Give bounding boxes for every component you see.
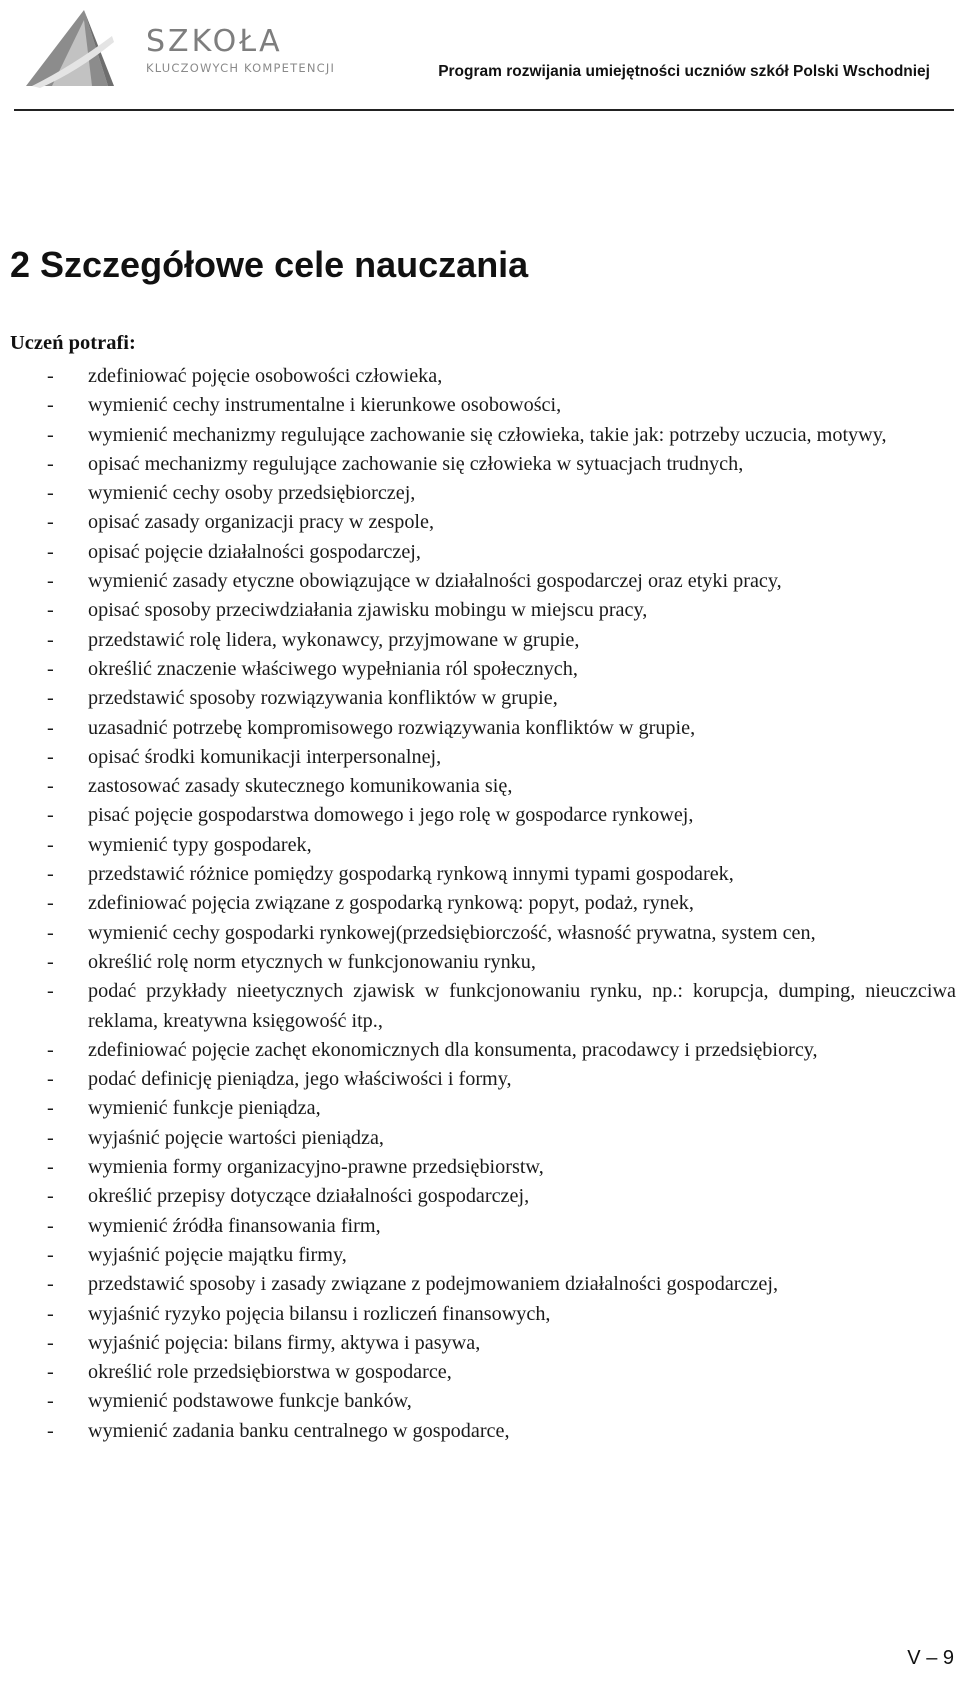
bullet-dash: - (47, 980, 54, 1003)
bullet-dash: - (47, 394, 54, 417)
list-item-text: wymienić cechy gospodarki rynkowej(przedsiębiorczość, własność prywatna, system cen, (88, 921, 816, 944)
bullet-dash: - (47, 892, 54, 915)
logo-title: SZKOŁA (146, 24, 283, 59)
list-item-text: określić przepisy dotyczące działalności gospodarczej, (88, 1185, 530, 1208)
logo-subtitle: KLUCZOWYCH KOMPETENCJI (146, 61, 336, 75)
list-item-text: uzasadnić potrzebę kompromisowego rozwiązywania konfliktów w grupie, (88, 716, 696, 739)
list-item-text: zdefiniować pojęcie zachęt ekonomicznych dla konsumenta, pracodawcy i przedsiębiorcy, (88, 1038, 818, 1061)
list-item-text: wyjaśnić pojęcie wartości pieniądza, (88, 1126, 384, 1149)
bullet-dash: - (47, 570, 54, 593)
list-item (10, 831, 956, 860)
list-item-text: wymienić podstawowe funkcje banków, (88, 1390, 412, 1413)
bullet-dash: - (47, 452, 54, 475)
bullet-dash: - (47, 1302, 54, 1325)
bullet-dash: - (47, 1097, 54, 1120)
bullet-dash: - (47, 921, 54, 944)
list-item-text: wymienić zadania banku centralnego w gospodarce, (88, 1419, 510, 1442)
bullet-dash: - (47, 950, 54, 973)
list-item (10, 772, 956, 801)
bullet-dash: - (47, 1243, 54, 1266)
list-item-text: wymienić funkcje pieniądza, (88, 1097, 321, 1120)
bullet-dash: - (47, 745, 54, 768)
bullet-dash: - (47, 804, 54, 827)
bullet-dash: - (47, 628, 54, 651)
bullet-dash: - (47, 657, 54, 680)
list-item (10, 1153, 956, 1182)
list-item (10, 567, 956, 596)
list-item-text: opisać sposoby przeciwdziałania zjawisku mobingu w miejscu pracy, (88, 599, 648, 622)
list-item (10, 450, 956, 479)
list-item-text: wymienia formy organizacyjno-prawne przedsiębiorstw, (88, 1156, 544, 1179)
list-item-text: opisać pojęcie działalności gospodarczej, (88, 540, 421, 563)
list-item-text: podać przykłady nieetycznych zjawisk w funkcjonowaniu rynku, np.: korupcja, dumping, nieuczciwa reklama, kreatywna księgowość itp., (88, 980, 956, 1032)
list-item (10, 1182, 956, 1211)
bullet-dash: - (47, 423, 54, 446)
bullet-dash: - (47, 1156, 54, 1179)
list-item (10, 391, 956, 420)
list-item (10, 1300, 956, 1329)
bullet-dash: - (47, 833, 54, 856)
list-item (10, 919, 956, 948)
list-item-text: wymienić źródła finansowania firm, (88, 1214, 381, 1237)
list-item (10, 1065, 956, 1094)
list-item (10, 1124, 956, 1153)
list-item (10, 479, 956, 508)
list-item (10, 889, 956, 918)
list-item (10, 1329, 956, 1358)
list-item-text: wymienić mechanizmy regulujące zachowanie się człowieka, takie jak: potrzeby uczucia, motywy, (88, 423, 887, 446)
bullet-dash: - (47, 365, 54, 387)
list-item (10, 655, 956, 684)
list-item (10, 1094, 956, 1123)
list-item-text: wyjaśnić ryzyko pojęcia bilansu i rozliczeń finansowych, (88, 1302, 551, 1325)
list-item-text: określić role przedsiębiorstwa w gospodarce, (88, 1361, 452, 1384)
list-item-text: określić rolę norm etycznych w funkcjonowaniu rynku, (88, 950, 536, 973)
list-item (10, 596, 956, 625)
bullet-dash: - (47, 599, 54, 622)
logo-mark-icon (22, 6, 142, 92)
list-item (10, 743, 956, 772)
list-item-text: wyjaśnić pojęcia: bilans firmy, aktywa i pasywa, (88, 1331, 481, 1354)
list-item-text: określić znaczenie właściwego wypełniania ról społecznych, (88, 657, 578, 680)
list-item (10, 714, 956, 743)
list-item (10, 948, 956, 977)
list-item-text: opisać środki komunikacji interpersonalnej, (88, 745, 442, 768)
list-item (10, 977, 956, 1036)
bullet-dash: - (47, 1068, 54, 1091)
bullet-dash: - (47, 540, 54, 563)
page-header (0, 0, 960, 112)
list-item-text: przedstawić sposoby rozwiązywania konfliktów w grupie, (88, 687, 558, 710)
list-item (10, 1241, 956, 1270)
list-item (10, 1270, 956, 1299)
bullet-dash: - (47, 1419, 54, 1442)
list-item-text: opisać mechanizmy regulujące zachowanie się człowieka w sytuacjach trudnych, (88, 452, 744, 475)
bullet-dash: - (47, 1390, 54, 1413)
bullet-dash: - (47, 482, 54, 505)
list-item-text: zastosować zasady skutecznego komunikowania się, (88, 775, 513, 798)
section-title: 2 Szczegółowe cele nauczania (10, 244, 529, 285)
list-item (10, 1358, 956, 1387)
list-item-text: wymienić cechy instrumentalne i kierunkowe osobowości, (88, 394, 562, 417)
bullet-dash: - (47, 1185, 54, 1208)
list-item (10, 1212, 956, 1241)
list-item (10, 860, 956, 889)
list-item (10, 362, 956, 391)
list-item (10, 1387, 956, 1416)
bullet-dash: - (47, 687, 54, 710)
list-item-text: zdefiniować pojęcia związane z gospodarką rynkową: popyt, podaż, rynek, (88, 892, 694, 915)
bullet-dash: - (47, 1361, 54, 1384)
objectives-list (10, 362, 956, 1446)
list-item-text: przedstawić różnice pomiędzy gospodarką rynkową innymi typami gospodarek, (88, 863, 734, 886)
page-number: V – 9 (907, 1647, 954, 1669)
bullet-dash: - (47, 1126, 54, 1149)
list-item (10, 1036, 956, 1065)
list-item-text: podać definicję pieniądza, jego właściwości i formy, (88, 1068, 512, 1091)
list-item-text: przedstawić sposoby i zasady związane z podejmowaniem działalności gospodarczej, (88, 1273, 779, 1296)
bullet-dash: - (47, 1038, 54, 1061)
list-item (10, 626, 956, 655)
bullet-dash: - (47, 775, 54, 798)
list-item-text: wymienić cechy osoby przedsiębiorczej, (88, 482, 416, 505)
list-item-text: wyjaśnić pojęcie majątku firmy, (88, 1243, 347, 1266)
bullet-dash: - (47, 1273, 54, 1296)
header-divider (14, 109, 954, 111)
list-item (10, 1417, 956, 1446)
list-item-text: wymienić zasady etyczne obowiązujące w działalności gospodarczej oraz etyki pracy, (88, 570, 782, 593)
list-item (10, 684, 956, 713)
list-item (10, 801, 956, 830)
list-item (10, 421, 956, 450)
program-title: Program rozwijania umiejętności uczniów szkół Polski Wschodniej (438, 63, 930, 80)
list-item-text: wymienić typy gospodarek, (88, 833, 312, 856)
bullet-dash: - (47, 863, 54, 886)
list-item-text: opisać zasady organizacji pracy w zespole, (88, 511, 435, 534)
bullet-dash: - (47, 1331, 54, 1354)
list-item (10, 508, 956, 537)
bullet-dash: - (47, 1214, 54, 1237)
bullet-dash: - (47, 511, 54, 534)
logo (22, 6, 336, 92)
section-lead: Uczeń potrafi: (10, 332, 136, 354)
bullet-dash: - (47, 716, 54, 739)
list-item-text: przedstawić rolę lidera, wykonawcy, przyjmowane w grupie, (88, 628, 580, 651)
list-item (10, 538, 956, 567)
list-item-text: zdefiniować pojęcie osobowości człowieka, (88, 365, 443, 387)
list-item-text: pisać pojęcie gospodarstwa domowego i jego rolę w gospodarce rynkowej, (88, 804, 694, 827)
